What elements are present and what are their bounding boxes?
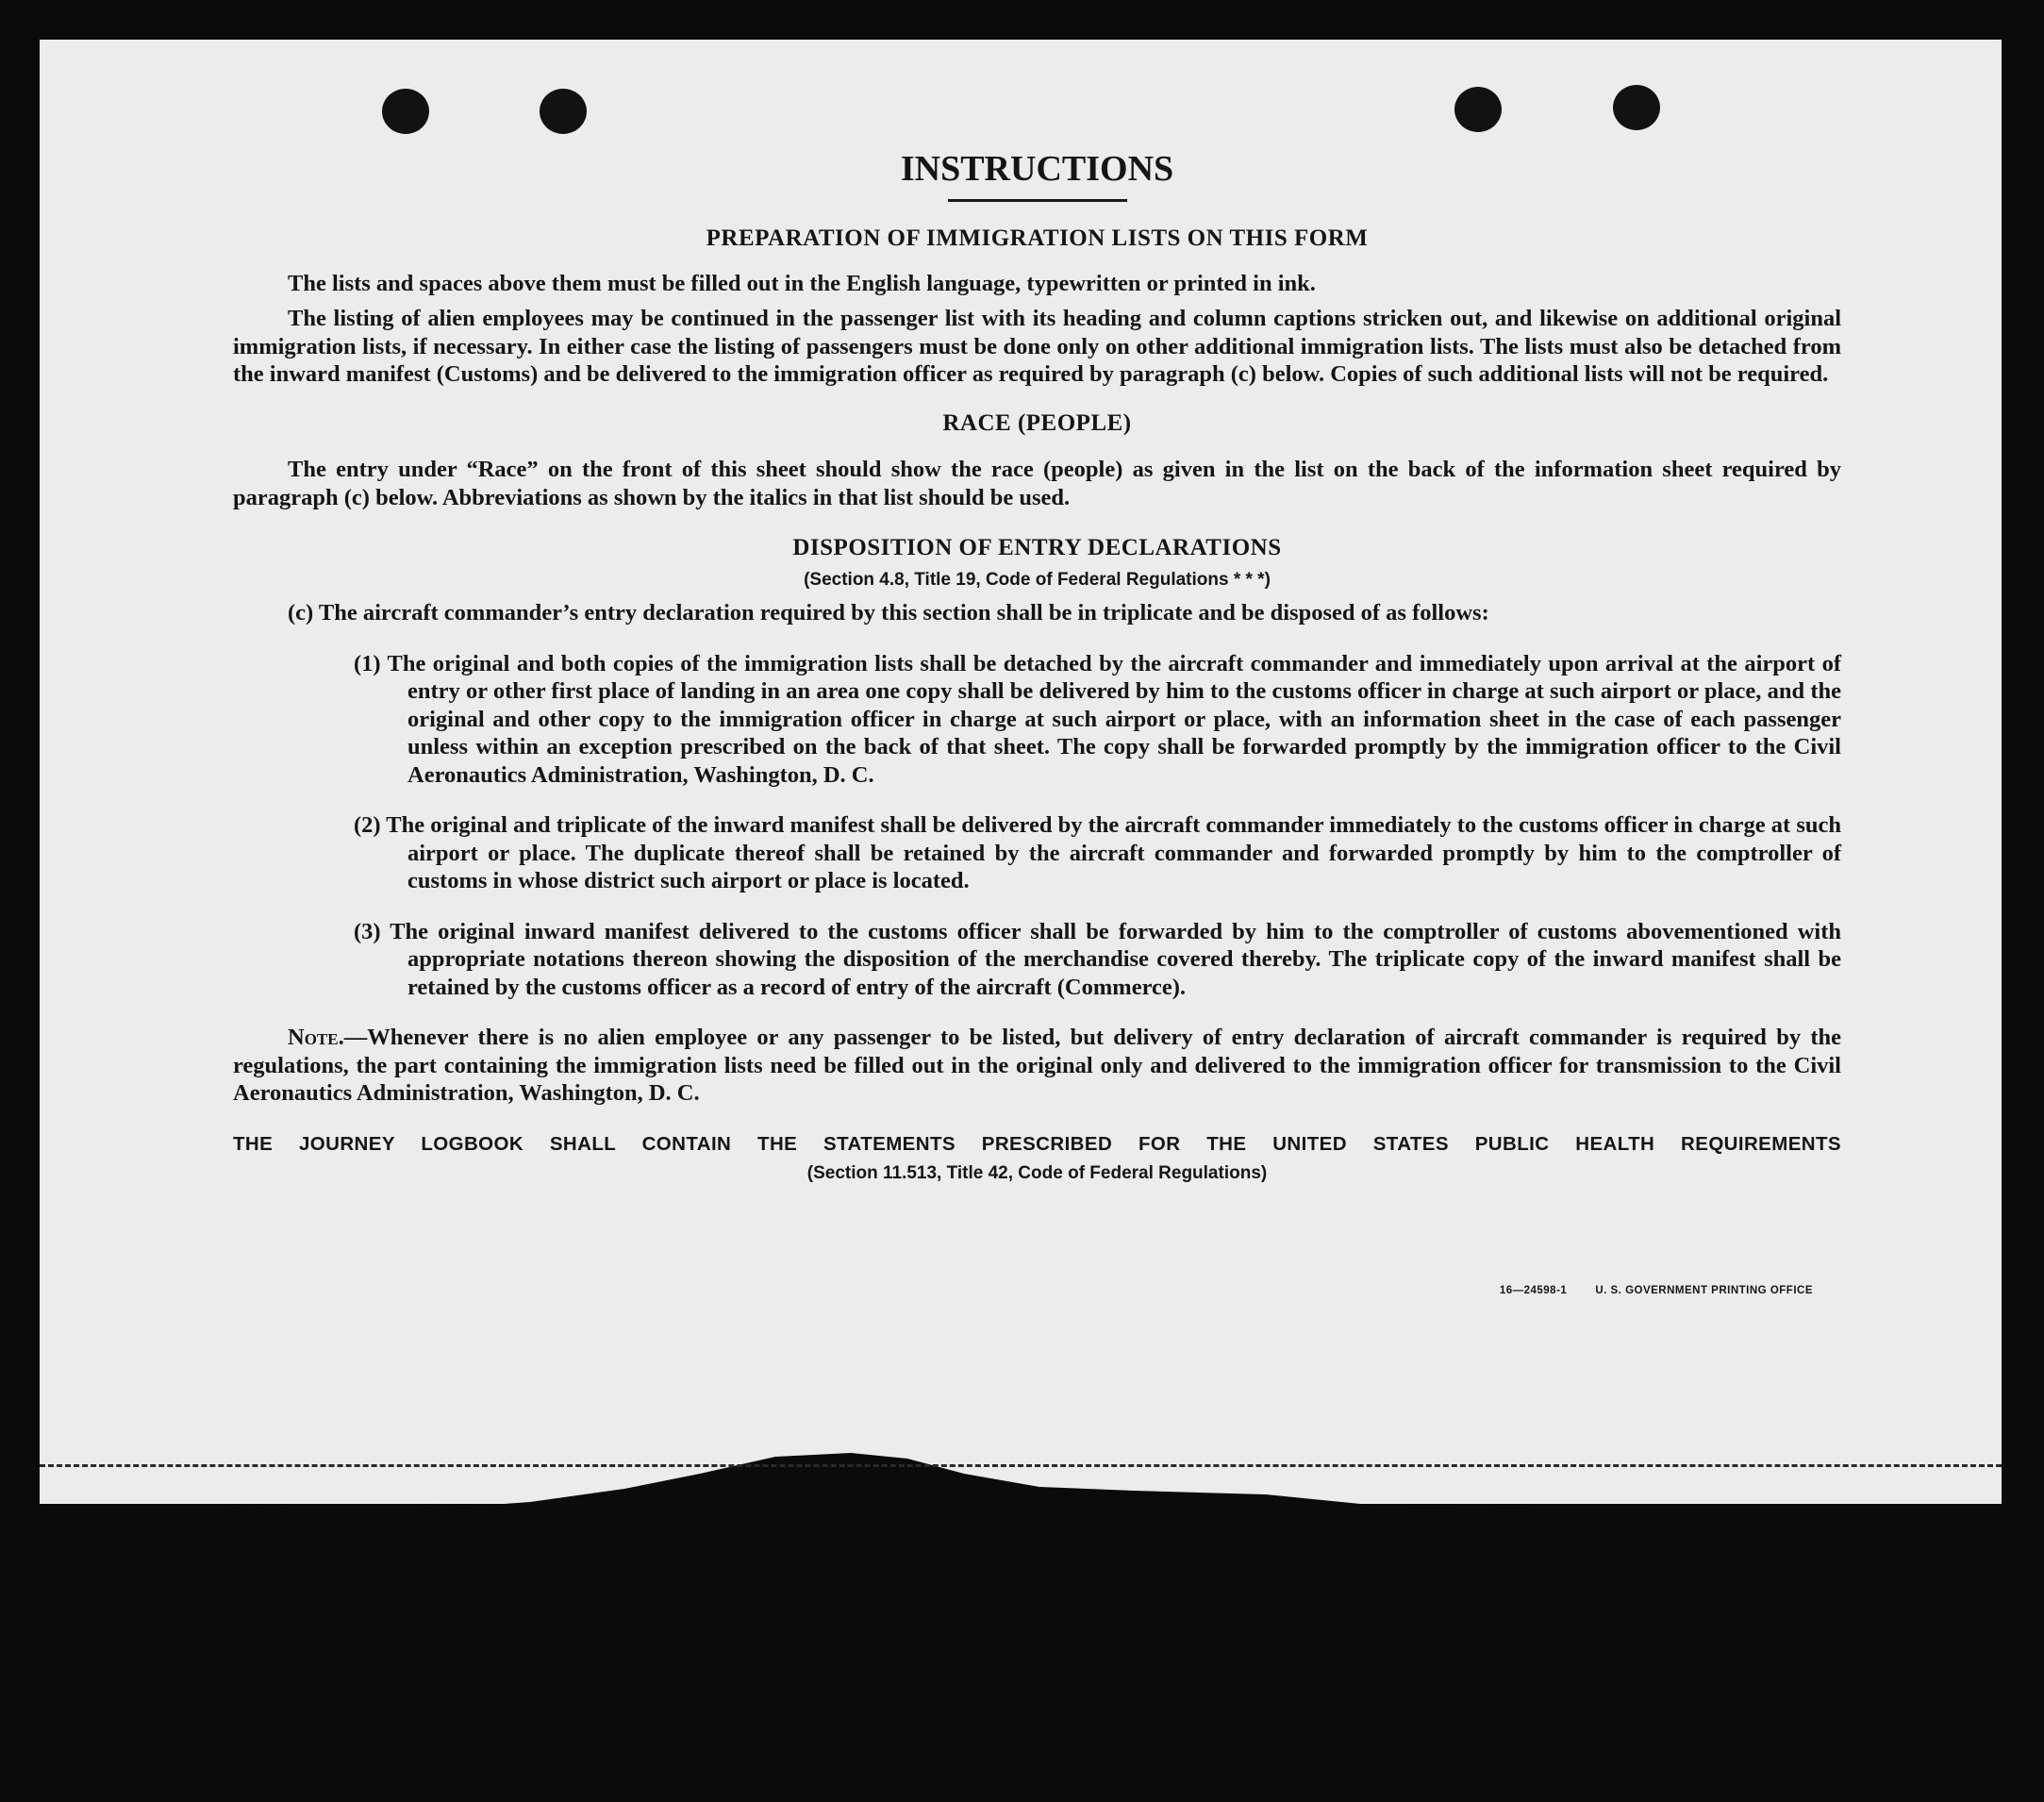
- torn-edge: [40, 1436, 2002, 1511]
- document-page: [40, 40, 2002, 1504]
- instructions-body: [233, 106, 1841, 1188]
- disposition-heading: DISPOSITION OF ENTRY DECLARATIONS: [792, 535, 1282, 560]
- page-title: INSTRUCTIONS: [900, 149, 1174, 189]
- note-paragraph: [233, 1024, 1841, 1108]
- disposition-item: [233, 811, 1841, 895]
- preparation-heading: PREPARATION OF IMMIGRATION LISTS ON THIS FORM: [706, 225, 1369, 251]
- disposition-intro-text: The aircraft commander’s entry declaration required by this section shall be in triplicate and be disposed of as follows:: [318, 600, 1489, 626]
- printer-name: U. S. GOVERNMENT PRINTING OFFICE: [1595, 1285, 1813, 1296]
- item-number: (1): [354, 650, 381, 676]
- race-heading: RACE (PEOPLE): [942, 409, 1132, 436]
- preparation-paragraph-2: The listing of alien employees may be continued in the passenger list with its heading and column captions stricken out, and likewise on additional original immigration lists, if necessary. In either case the listing of passengers must be done only on other additional immigration lists. The lists must also be detached from the inward manifest (Customs) and be delivered to the immigration officer as required by paragraph (c) below. Copies of such additional lists will not be required.: [233, 306, 1841, 387]
- disposition-intro: [233, 599, 1841, 627]
- item-number: (3): [354, 918, 381, 944]
- health-requirements-line: THE JOURNEY LOGBOOK SHALL CONTAIN THE STATEMENTS PRESCRIBED FOR THE UNITED STATES PUBLIC HEALTH REQUIREMENTS: [233, 1132, 1841, 1155]
- disposition-intro-label: (c): [288, 600, 314, 626]
- health-citation: (Section 11.513, Title 42, Code of Federal Regulations): [806, 1163, 1268, 1183]
- note-text: —Whenever there is no alien employee or any passenger to be listed, but delivery of entry declaration of aircraft commander is required by the regulations, the part containing the immigration lists need be filled out in the original only and delivered to the immigration officer for transmission to the Civil Aeronautics Administration, Washington, D. C.: [233, 1025, 1841, 1106]
- item-number: (2): [354, 812, 381, 838]
- title-rule: [948, 199, 1127, 202]
- item-text: The original and triplicate of the inward manifest shall be delivered by the aircraft commander immediately to the customs officer in charge at such airport or place. The duplicate thereof shall be retained by the aircraft commander and forwarded promptly by him to the comptroller of customs in whose district such airport or place is located.: [386, 812, 1842, 893]
- printer-imprint: [1500, 1285, 1813, 1296]
- item-text: The original and both copies of the immigration lists shall be detached by the aircraft commander and immediately upon arrival at the airport of entry or other first place of landing in an area one copy shall be delivered by him to the customs officer in charge at such airport or place, and the original and other copy to the immigration officer in charge at such airport or place, with an information sheet in the case of each passenger unless within an exception prescribed on the back of that sheet. The copy shall be forwarded promptly by the immigration officer to the Civil Aeronautics Administration, Washington, D. C.: [387, 650, 1841, 788]
- race-paragraph: The entry under “Race” on the front of this sheet should show the race (people) as given in the list on the back of the information sheet required by paragraph (c) below. Abbreviations as shown by the italics in that list should be used.: [233, 457, 1841, 510]
- disposition-item: [233, 650, 1841, 790]
- item-text: The original inward manifest delivered to the customs officer shall be forwarded by him to the comptroller of customs abovementioned with appropriate notations thereon showing the disposition of the merchandise covered thereby. The triplicate copy of the inward manifest shall be retained by the customs officer as a record of entry of the aircraft (Commerce).: [390, 918, 1842, 1000]
- note-label: Note.: [288, 1025, 344, 1050]
- disposition-item: [233, 918, 1841, 1002]
- disposition-citation: (Section 4.8, Title 19, Code of Federal Regulations * * *): [804, 569, 1271, 590]
- perforation-line: [40, 1464, 2002, 1467]
- form-number: 16—24598-1: [1499, 1285, 1568, 1296]
- preparation-paragraph-1: The lists and spaces above them must be filled out in the English language, typewritten or printed in ink.: [288, 270, 1316, 296]
